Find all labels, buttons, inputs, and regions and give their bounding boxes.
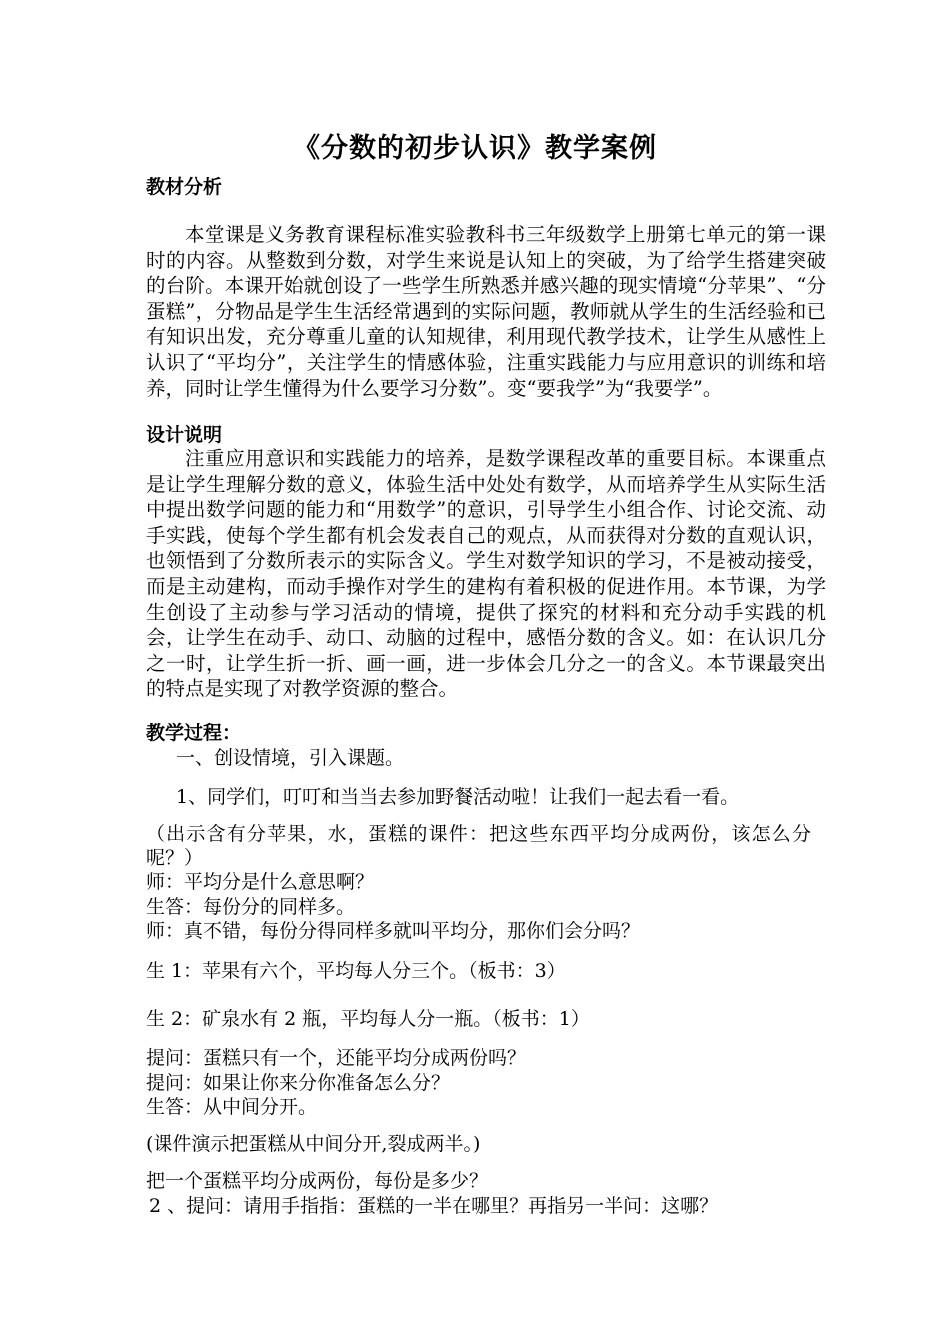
analysis-paragraph: 本堂课是义务教育课程标准实验教科书三年级数学上册第七单元的第一课时的内容。从整数到分数，对学生来说是认知上的突破，为了给学生搭建突破的台阶。本课开始就创设了一些学生所熟悉并感兴趣的现实情境“分苹果”、“分蛋糕”，分物品是学生生活经常遇到的实际问题，教师就从学生的生活经验和已有知识出发，充分尊重儿童的认知规律，利用现代教学技术，让学生从感性上认识了“平均分”，关注学生的情感体验，注重实践能力与应用意识的训练和培养，同时让学生懂得为什么要学习分数”。变“要我学”为“我要学”。 <box>146 223 826 400</box>
courseware-note: （出示含有分苹果，水，蛋糕的课件：把这些东西平均分成两份，该怎么分呢？） <box>146 823 811 869</box>
question-line-1: 提问：蛋糕只有一个，还能平均分成两份吗？ <box>146 1047 527 1069</box>
question-line-2: 提问：如果让你来分你准备怎么分？ <box>146 1072 451 1094</box>
teacher-line-1: 师：平均分是什么意思啊？ <box>146 871 375 893</box>
step-one-heading: 一、创设情境，引入课题。 <box>176 747 405 769</box>
student-line-4: 生答：从中间分开。 <box>146 1096 318 1118</box>
question-one: 1、同学们，叮叮和当当去参加野餐活动啦！让我们一起去看一看。 <box>176 786 740 808</box>
document-title: 《分数的初步认识》教学案例 <box>293 133 657 164</box>
design-paragraph: 注重应用意识和实践能力的培养，是数学课程改革的重要目标。本课重点是让学生理解分数的意义，体验生活中处处有数学，从而培养学生从实际生活中提出数学问题的能力和“用数学”的意识，引导学生小组合作、讨论交流、动手实践，使每个学生都有机会发表自己的观点，从而获得对分数的直观认识，也领悟到了分数所表示的实际含义。学生对数学知识的学习，不是被动接受，而是主动建构，而动手操作对学生的建构有着积极的促进作用。本节课，为学生创设了主动参与学习活动的情境，提供了探究的材料和充分动手实践的机会，让学生在动手、动口、动脑的过程中，感悟分数的含义。如：在认识几分之一时，让学生折一折、画一画，进一步体会几分之一的含义。本节课最突出的特点是实现了对教学资源的整合。 <box>146 447 826 701</box>
question-line-3: 把一个蛋糕平均分成两份，每份是多少？ <box>146 1170 489 1192</box>
teacher-line-2: 师：真不错，每份分得同样多就叫平均分，那你们会分吗？ <box>146 920 641 942</box>
section-heading-analysis: 教材分析 <box>146 176 223 198</box>
student-line-2: 生 1：苹果有六个，平均每人分三个。（板书：3） <box>146 960 566 982</box>
courseware-demo-note: (课件演示把蛋糕从中间分开,裂成两半。) <box>146 1133 481 1155</box>
question-line-4: 2 、提问：请用手指指：蛋糕的一半在哪里？再指另一半问：这哪？ <box>149 1195 719 1217</box>
student-line-1: 生答：每份分的同样多。 <box>146 896 356 918</box>
section-heading-design: 设计说明 <box>146 424 223 446</box>
student-line-3: 生 2：矿泉水有 2 瓶，平均每人分一瓶。（板书：1） <box>146 1008 590 1030</box>
section-heading-process: 教学过程： <box>146 722 242 744</box>
